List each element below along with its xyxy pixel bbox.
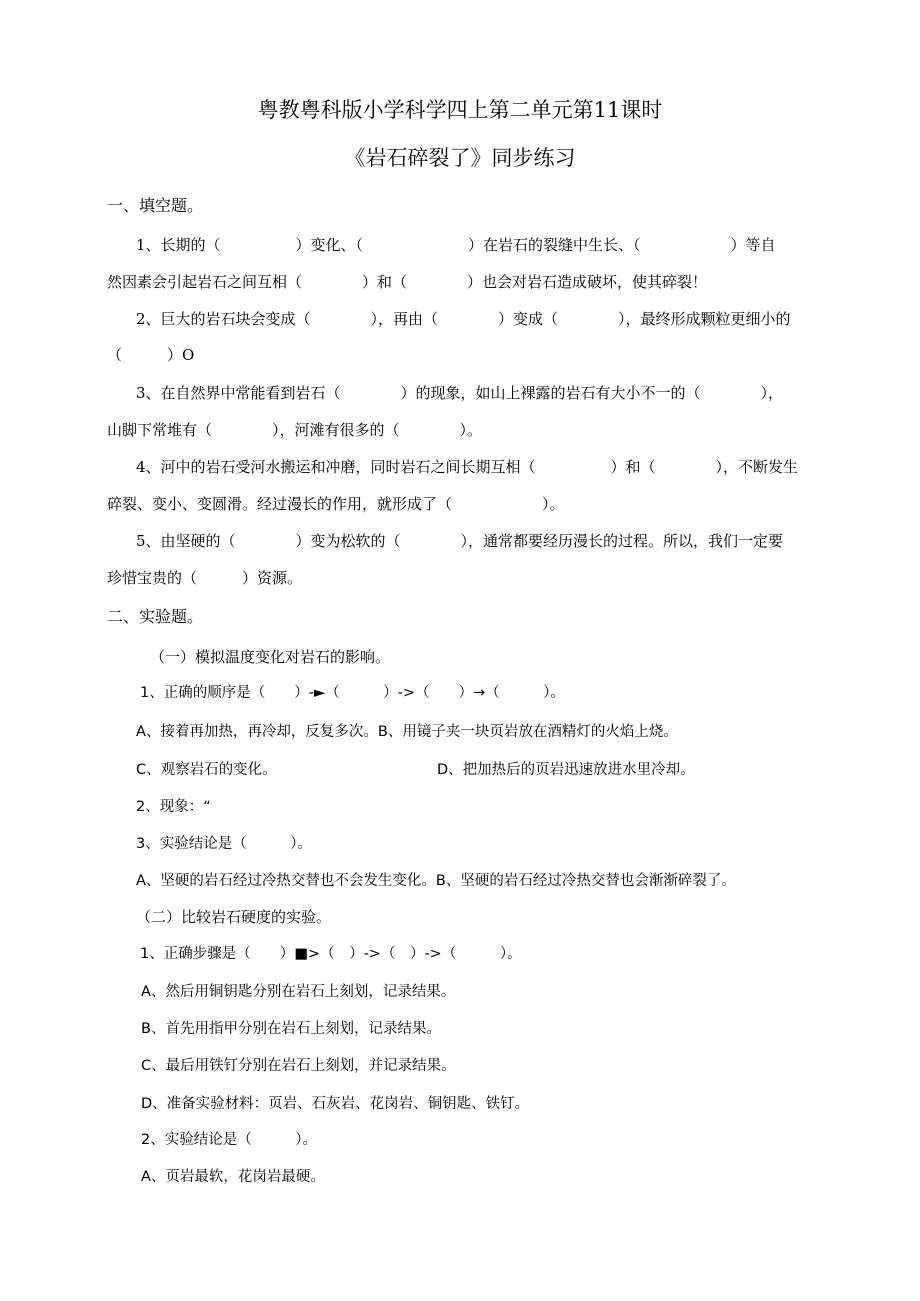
part-2-question-2: 2、实验结论是（ ）。 [141,1132,317,1148]
section-heading-fill-blank: 一、填空题。 [107,196,204,215]
page-subtitle: 《岩石碎裂了》同步练习 [344,146,576,170]
part-2-question-2-option-a: A、页岩最软，花岗岩最硬。 [141,1169,325,1185]
part-1-question-1: 1、正确的顺序是（ ）-►（ ）->（ ）→（ ）。 [140,685,565,701]
question-2-line-1: 2、巨大的岩石块会变成（ ），再由（ ）变成（ ），最终形成颗粒更细小的 [136,310,791,328]
question-4-line-1: 4、河中的岩石受河水搬运和冲磨，同时岩石之间长期互相（ ）和（ ），不断发生 [136,458,799,476]
part-2-option-b: B、首先用指甲分别在岩石上刻划，记录结果。 [141,1021,441,1037]
section-heading-experiment: 二、实验题。 [107,607,204,626]
question-5-line-2: 珍惜宝贵的（ ）资源。 [107,569,303,587]
question-4-line-2: 碎裂、变小、变圆滑。经过漫长的作用，就形成了（ ）。 [107,495,565,513]
question-3-line-1: 3、在自然界中常能看到岩石（ ）的现象，如山上裸露的岩石有大小不一的（ ）， [136,384,784,402]
question-3-line-2: 山脚下常堆有（ ），河滩有很多的（ ）。 [107,421,483,439]
part-2-option-c: C、最后用铁钉分别在岩石上刻划，并记录结果。 [141,1058,456,1074]
part-1-question-3-options: A、坚硬的岩石经过冷热交替也不会发生变化。B、坚硬的岩石经过冷热交替也会渐渐碎裂了。 [136,873,736,889]
page-title: 粤教粤科版小学科学四上第二单元第11课时 [257,98,663,122]
part-1-options-a-b: A、接着再加热，再冷却，反复多次。B、用镜子夹一块页岩放在酒精灯的火焰上烧。 [136,724,678,740]
part-1-option-d: D、把加热后的页岩迅速放进水里冷却。 [437,762,695,778]
question-1-line-2: 然因素会引起岩石之间互相（ ）和（ ）也会对岩石造成破坏，使其碎裂！ [107,273,708,291]
part-1-question-3: 3、实验结论是（ ）。 [136,836,312,852]
question-2-line-2: （ ）O [107,346,195,364]
part-1-heading: （一）模拟温度变化对岩石的影响。 [150,648,391,666]
part-2-option-a: A、然后用铜钥匙分别在岩石上刻划，记录结果。 [141,984,456,1000]
question-1-line-1: 1、长期的（ ）变化、（ ）在岩石的裂缝中生长、（ ）等自 [136,236,776,254]
part-1-option-c: C、观察岩石的变化。 [136,762,277,778]
part-2-option-d: D、准备实验材料：页岩、石灰岩、花岗岩、铜钥匙、铁钉。 [141,1096,530,1112]
part-2-heading: （二）比较岩石硬度的实验。 [136,908,332,926]
part-2-question-1: 1、正确步骤是（ ）■>（ ）->（ ）->（ ）。 [140,946,522,962]
question-5-line-1: 5、由坚硬的（ ）变为松软的（ ），通常都要经历漫长的过程。所以，我们一定要 [136,532,784,550]
part-1-question-2: 2、现象：“ [136,799,211,815]
